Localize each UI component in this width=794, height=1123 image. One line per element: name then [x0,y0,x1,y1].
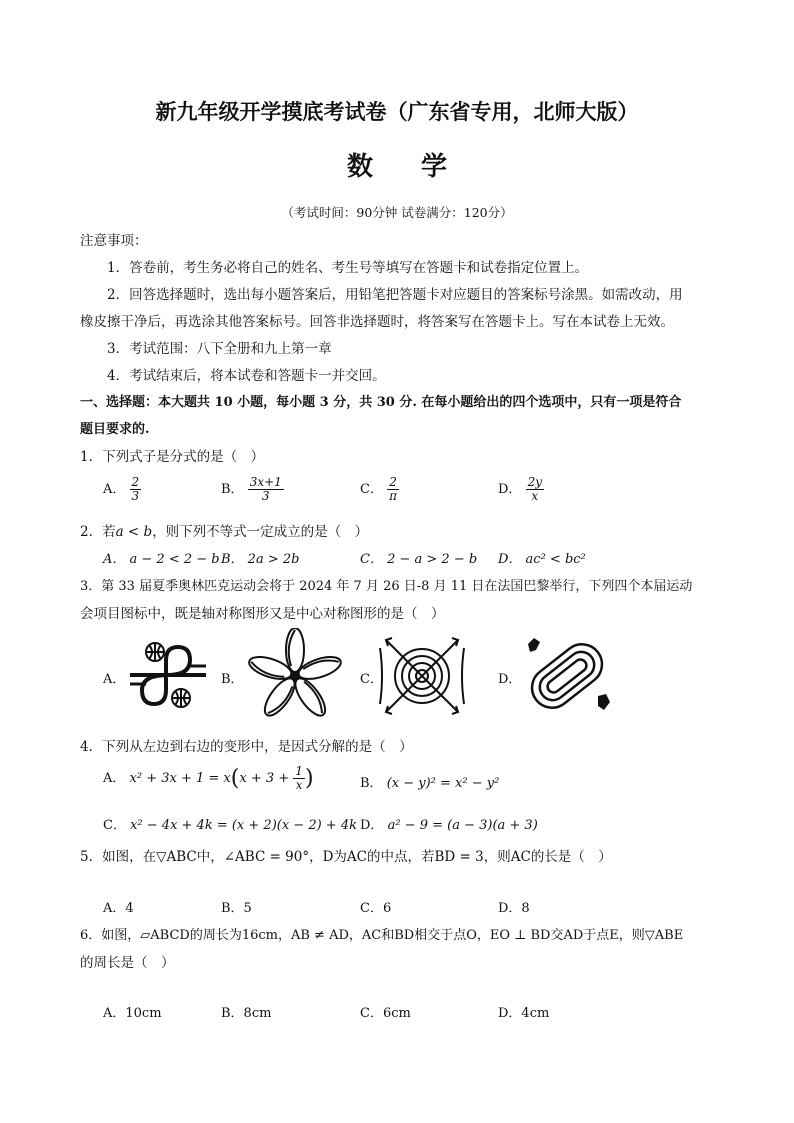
exam-title: 新九年级开学摸底考试卷（广东省专用，北师大版） [155,99,639,124]
q1-option-a[interactable] [103,476,141,503]
expr-inner: x + 3 + [239,771,290,786]
option-label: B． [360,776,383,791]
archery-target-pictogram-icon [378,634,466,718]
fraction: $\frac{3x+1}{3}$ [249,475,282,503]
subject-title: 数学 [346,152,495,182]
q3-option-c-label[interactable]: C． [360,672,383,687]
q4-option-b[interactable] [360,772,499,791]
paren-open: ( [230,766,240,791]
section-heading-line2: 题目要求的. [80,422,150,437]
q2-option-b[interactable]: B． 2a > 2b [221,552,300,567]
q6-option-d[interactable]: D．4cm [498,1006,550,1021]
option-label: A． [103,482,126,497]
option-label: C． [103,818,126,833]
q2-stem-math: a < b [115,524,153,540]
q5-stem: 5．如图，在▽ABC中，∠ABC = 90°，D为AC的中点，若BD = 3，则AC的长是（ ） [80,849,612,865]
notice-item-4: 4．考试结束后，将本试卷和答题卡一并交回。 [107,368,386,384]
q3-stem-line2: 会项目图标中，既是轴对称图形又是中心对称图形的是（ ） [80,606,445,622]
fraction: $\frac{2}{3}$ [131,475,140,503]
notice-item-3: 3．考试范围：八下全册和九上第一章 [107,341,332,357]
q4-option-d[interactable] [360,814,538,833]
notice-item-2-cont: 橡皮擦干净后，再选涂其他答案标号。回答非选择题时，将答案写在答题卡上。写在本试卷上无效。 [80,314,674,330]
basketball-pictogram-icon [120,632,216,718]
q5-option-c[interactable]: C．6 [360,901,392,916]
q5-option-a[interactable]: A．4 [103,901,134,916]
q1-option-c[interactable] [360,476,399,503]
fraction: $\frac{2y}{x}$ [527,475,542,503]
expr: (x − y)² = x² − y² [386,776,500,791]
option-label: D． [498,482,522,497]
q4-option-a[interactable] [103,765,314,792]
q3-option-b-label[interactable]: B． [221,672,244,687]
q2-option-d[interactable]: D． ac² < bc² [498,552,586,567]
notice-heading: 注意事项： [80,233,148,249]
q3-option-a-label[interactable]: A． [103,672,126,687]
fraction: $\frac{1}{x}$ [295,764,303,792]
paren-close: ) [304,766,314,791]
expr: a² − 9 = (a − 3)(a + 3) [387,818,538,833]
q2-option-a[interactable]: A． a − 2 < 2 − b [103,552,220,567]
q6-option-c[interactable]: C．6cm [360,1006,411,1021]
time-info: （考试时间：90分钟 试卷满分：120分） [281,205,513,220]
swirl-pictogram-icon [240,628,350,724]
q6-option-b[interactable]: B．8cm [221,1006,272,1021]
q1-stem: 1．下列式子是分式的是（ ） [80,449,265,465]
q6-stem-line2: 的周长是（ ） [80,955,175,971]
option-label: D． [360,818,384,833]
notice-item-2: 2．回答选择题时，选出每小题答案后，用铅笔把答题卡对应题目的答案标号涂黑。如需改动，用 [107,287,683,303]
q3-option-d-label[interactable]: D． [498,672,522,687]
q5-option-d[interactable]: D．8 [498,901,530,916]
section-heading-line1: 一、选择题：本大题共 10 小题，每小题 3 分，共 30 分. 在每小题给出的四个选项中，只有一项是符合 [80,395,682,410]
q2-option-c[interactable]: C． 2 − a > 2 − b [360,552,478,567]
option-label: A． [103,771,126,786]
q4-option-c[interactable] [103,814,357,833]
q1-option-b[interactable] [221,476,284,503]
q6-stem-line1: 6．如图，▱ABCD的周长为16cm，AB ≠ AD，AC和BD相交于点O，EO ⊥ BD交AD于点E，则▽ABE [80,928,684,943]
option-label: B． [221,482,244,497]
q4-stem: 4．下列从左边到右边的变形中，是因式分解的是（ ） [80,739,413,755]
q2-stem [80,520,368,540]
fraction: $\frac{2}{\pi}$ [389,475,397,503]
notice-item-1: 1．答卷前，考生务必将自己的姓名、考生号等填写在答题卡和试卷指定位置上。 [107,260,589,276]
q1-option-d[interactable] [498,476,544,503]
q6-option-a[interactable]: A．10cm [103,1006,162,1021]
q2-stem-pre: 2．若 [80,524,116,540]
option-label: C． [360,482,383,497]
expr-pre: x² + 3x + 1 = x [129,771,231,786]
track-pictogram-icon [518,632,616,720]
expr: x² − 4x + 4k = (x + 2)(x − 2) + 4k [130,818,357,833]
q5-option-b[interactable]: B．5 [221,901,252,916]
q3-stem-line1: 3．第 33 届夏季奥林匹克运动会将于 2024 年 7 月 26 日-8 月 11 日在法国巴黎举行，下列四个本届运动 [80,579,693,594]
q2-stem-post: ，则下列不等式一定成立的是（ ） [152,524,369,540]
